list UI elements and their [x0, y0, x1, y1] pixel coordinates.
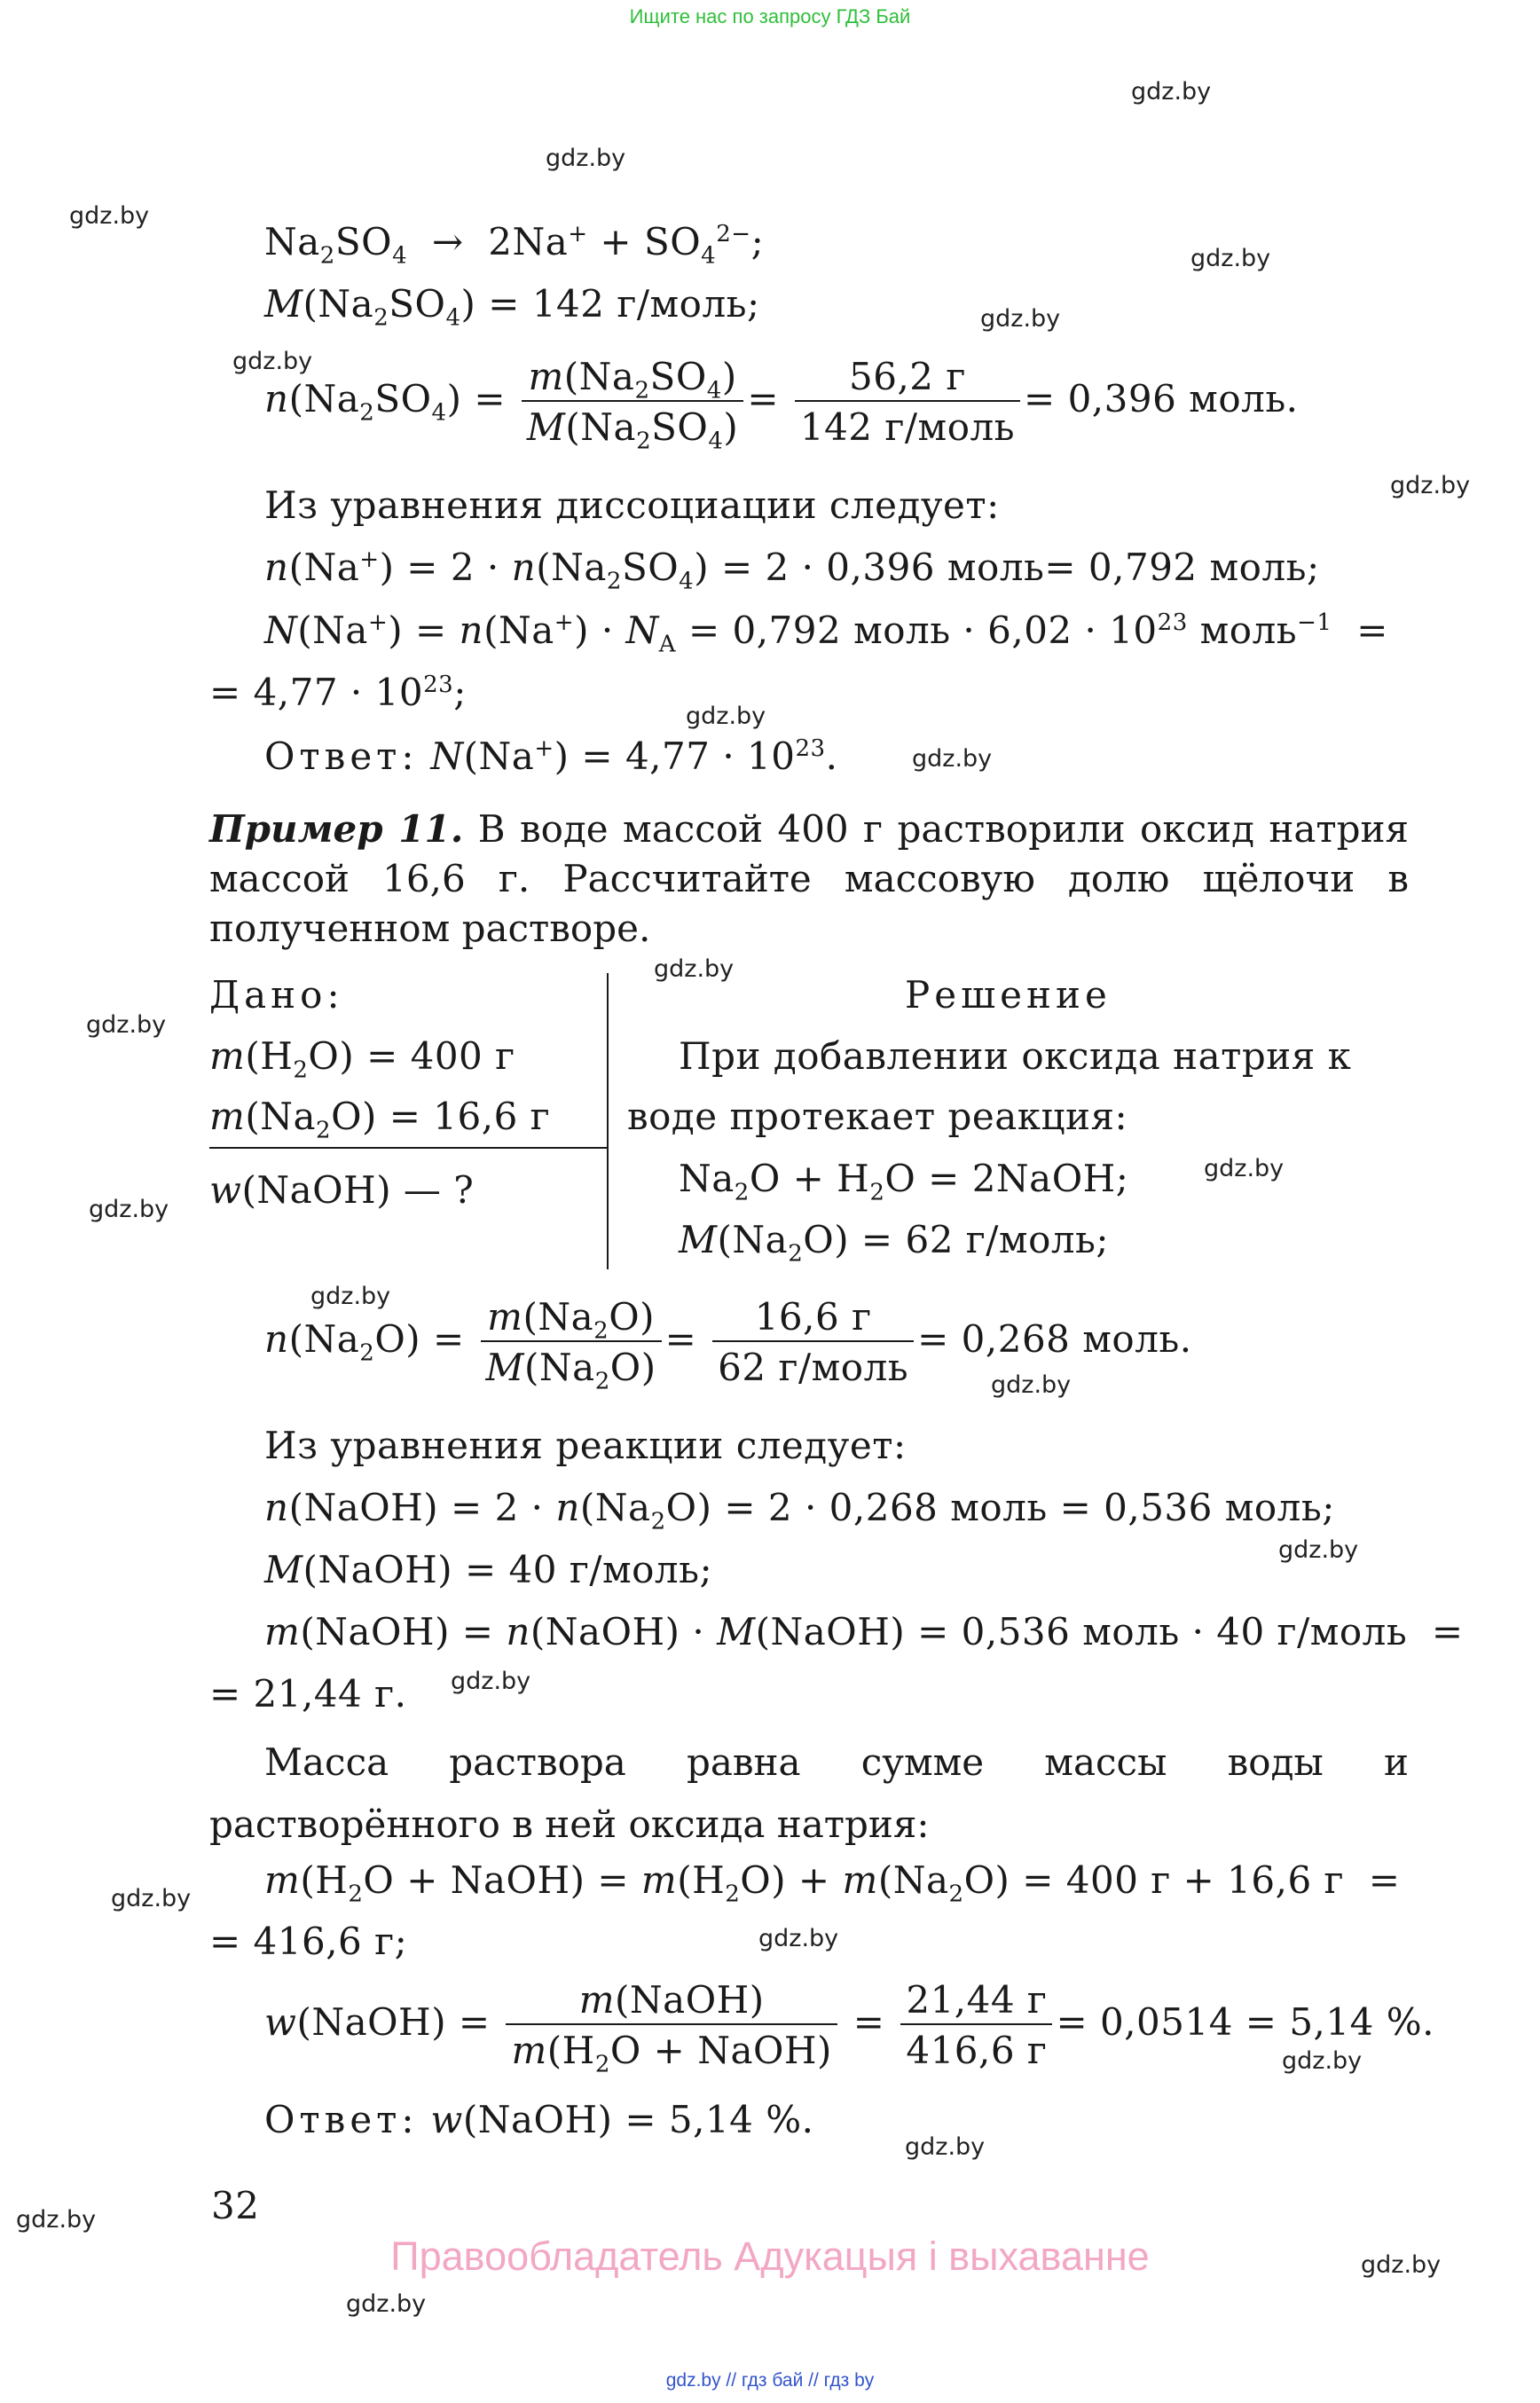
watermark: gdz.by	[111, 1885, 192, 1912]
watermark: gdz.by	[686, 703, 766, 730]
top-banner[interactable]: Ищите нас по запросу ГДЗ Бай	[629, 5, 911, 27]
given-vertical-divider	[607, 973, 609, 1269]
answer-11: Ответ: w(NaOH) = 5,14 %.	[264, 2098, 814, 2141]
bottom-links[interactable]: gdz.by // гдз бай // гдз by	[665, 2370, 875, 2391]
equation-m-solution: $m(H_2O$ + NaOH) = $m(H_2O) + m(Na_2O) = 400$ г + 16,6 г =	[264, 1858, 1401, 1908]
equation-n-na2o: $n(Na_2O)$ = $\frac{m(Na_2O)}{M(Na_2O)}$ = $\frac{16,6 г}{\text{62 г/моль}}$ = 0,268 моль.	[264, 1295, 1192, 1395]
text-from-dissociation: Из уравнения диссоциации следует:	[264, 483, 1000, 527]
watermark: gdz.by	[86, 1011, 167, 1039]
answer-10: Ответ: $N(Na^+) = 4,77 \cdot 10^{23}$.	[264, 734, 838, 778]
watermark: gdz.by	[310, 1283, 391, 1310]
text-mass-solution: Масса раствора равна сумме массы воды и растворённого в ней оксида натрия:	[209, 1740, 1409, 1846]
equation-m-naoh: m(NaOH) = n(NaOH) · M(NaOH) = 0,536 моль · 40 г/моль =	[264, 1610, 1464, 1653]
given-divider	[209, 1147, 607, 1149]
equation-m-naoh-result: = 21,44 г.	[209, 1672, 407, 1716]
watermark: gdz.by	[1190, 245, 1271, 272]
example-body: В воде массой 400 г растворили оксид натрия массой 16,6 г. Рассчитайте массовую долю щёлочи в полученном растворе.	[209, 807, 1409, 950]
equation-molar-mass-naoh: M(NaOH) = 40 г/моль;	[264, 1548, 713, 1591]
equation-dissociation: $Na_2SO_4 \to 2Na^+ + SO_4^{2-}$;	[264, 220, 765, 270]
solution-intro-1: При добавлении оксида натрия к	[679, 1034, 1352, 1078]
watermark: gdz.by	[1204, 1155, 1285, 1182]
equation-m-solution-result: = 416,6 г;	[209, 1920, 408, 1963]
equation-N-na-plus: $N(Na^+) = n(Na^+) \cdot N_A = 0,792$ моль · $6,02 \cdot 10^{23}$ моль$^{-1}$ =	[264, 609, 1388, 658]
solution-intro-2: воде протекает реакция:	[627, 1095, 1128, 1138]
watermark: gdz.by	[1131, 78, 1212, 106]
equation-reaction: $Na_2O + H_2O$ = 2NaOH;	[679, 1157, 1129, 1206]
equation-w-naoh: w(NaOH) = $\frac{\text{m(NaOH)}}{m(H_2O + NaOH)}$ = $\frac{21,44 г}{416,6 г}$ = 0,0514 = 5,14 %.	[264, 1978, 1434, 2078]
watermark: gdz.by	[912, 745, 993, 773]
text-from-reaction: Из уравнения реакции следует:	[264, 1424, 907, 1467]
answer-label: Ответ:	[264, 2098, 419, 2141]
watermark: gdz.by	[546, 145, 626, 172]
watermark: gdz.by	[1390, 472, 1471, 499]
given-label: Дано:	[209, 973, 344, 1017]
answer-label: Ответ:	[264, 734, 419, 778]
example-title: Пример 11.	[209, 807, 464, 851]
given-m-na2o: $m(Na_2O) = 16,6$ г	[209, 1095, 551, 1144]
watermark: gdz.by	[1361, 2251, 1442, 2279]
watermark: gdz.by	[346, 2290, 427, 2318]
watermark: gdz.by	[232, 348, 313, 375]
watermark: gdz.by	[1282, 2047, 1363, 2075]
watermark: gdz.by	[654, 955, 735, 983]
watermark: gdz.by	[980, 305, 1061, 333]
equation-n-naoh: n(NaOH) = $2 \cdot n(Na_2O) = 2 \cdot 0,268$ моль = 0,536 моль;	[264, 1486, 1335, 1535]
equation-molar-mass-na2so4: $M(Na_2SO_4) = 142$ г/моль;	[264, 282, 760, 332]
watermark: gdz.by	[1278, 1536, 1359, 1564]
equation-n-na2so4: $n(Na_2SO_4)$ = $\frac{m(Na_2SO_4)}{M(Na_2SO_4)}$ = $\frac{56,2 г}{\text{142 г/моль}}$ = 0,396 моль.	[264, 355, 1299, 455]
equation-n-na-plus: $n(Na^+) = 2 \cdot n(Na_2SO_4) = 2 \cdot 0,396$ моль= 0,792 моль;	[264, 546, 1320, 595]
equation-N-na-plus-result: = $4,77 \cdot 10^{23}$;	[209, 671, 467, 714]
watermark: gdz.by	[758, 1925, 839, 1952]
watermark: gdz.by	[451, 1668, 531, 1695]
solution-label: Решение	[905, 973, 1112, 1017]
watermark: gdz.by	[89, 1196, 169, 1223]
watermark: gdz.by	[991, 1371, 1072, 1399]
equation-molar-mass-na2o: $M(Na_2O) = 62$ г/моль;	[679, 1218, 1110, 1268]
given-m-water: $m(H_2O) = 400$ г	[209, 1034, 515, 1084]
copyright-notice: Правообладатель Адукацыя і выхаванне	[390, 2234, 1150, 2279]
page-number: 32	[211, 2184, 260, 2227]
example-11-statement	[209, 805, 1409, 954]
watermark: gdz.by	[69, 202, 150, 230]
watermark: gdz.by	[16, 2206, 97, 2234]
given-find: w(NaOH) — ?	[209, 1168, 475, 1212]
watermark: gdz.by	[905, 2133, 986, 2161]
